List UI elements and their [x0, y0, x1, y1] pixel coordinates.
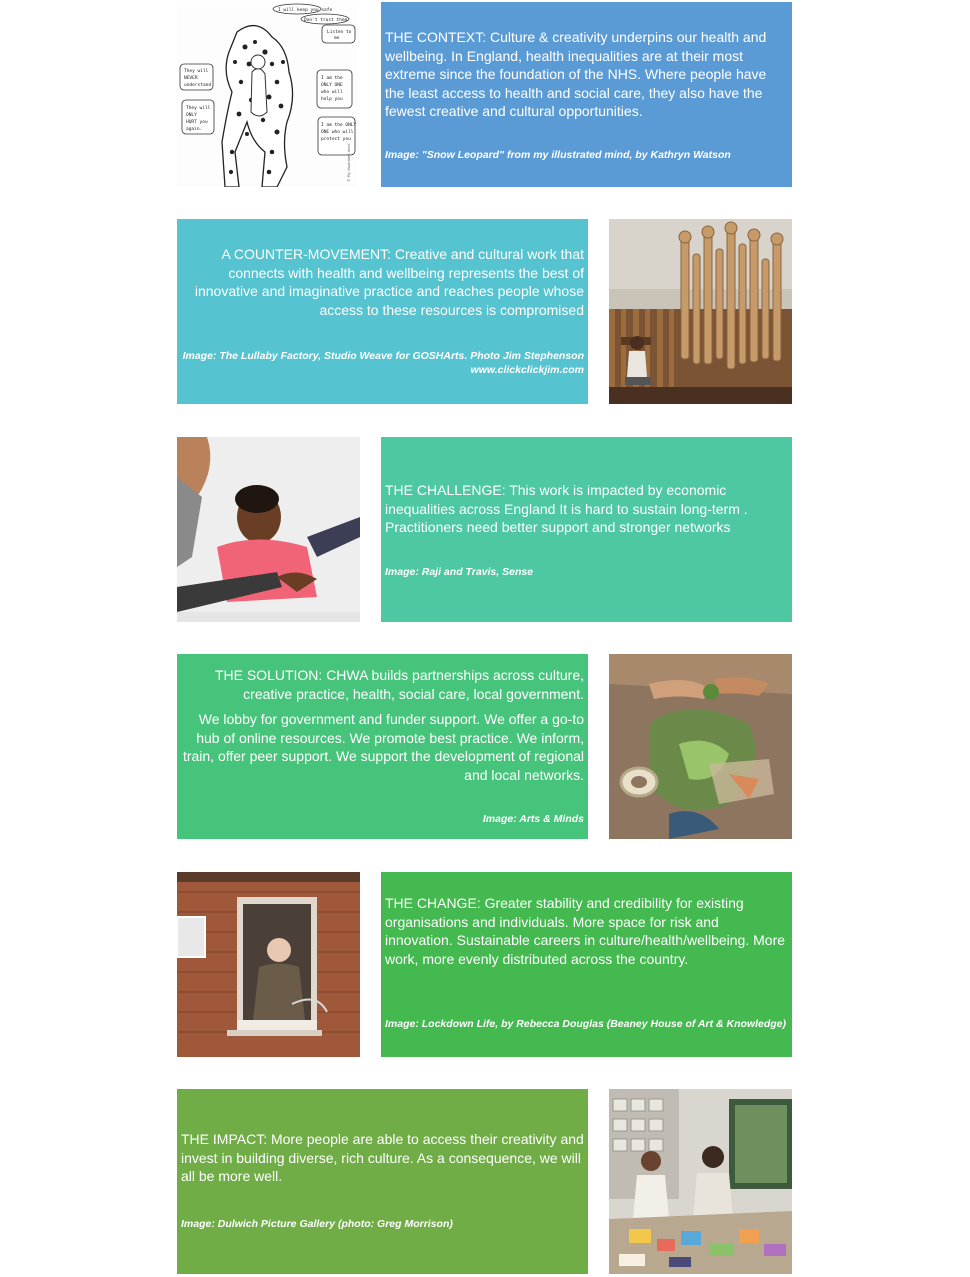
caption-line: Image: The Lullaby Factory, Studio Weave for GOSHArts. Photo Jim Stephenson — [182, 350, 584, 362]
change-paragraph: THE CHANGE: Greater stability and credibility for existing organisations and individuals. More space for risk and innovation. Sustainable careers in culture/health/wellbeing. More work, more evenly distributed across the country. — [385, 895, 786, 967]
challenge-caption: Image: Raji and Travis, Sense — [385, 566, 534, 578]
svg-text:HURT you: HURT you — [186, 120, 208, 125]
counter-movement-panel — [177, 219, 588, 404]
arts-and-minds-photo — [609, 654, 792, 839]
context-panel — [381, 2, 792, 187]
impact-panel — [177, 1089, 588, 1274]
solution-caption: Image: Arts & Minds — [482, 813, 584, 825]
context-text — [385, 28, 788, 121]
impact-paragraph: THE IMPACT: More people are able to access their creativity and invest in building diverse, rich culture. As a consequence, we will all be more well. — [181, 1131, 584, 1184]
caption-link[interactable]: www.clickclickjim.com — [470, 364, 584, 376]
svg-text:I am the ONLY: I am the ONLY — [321, 123, 357, 128]
solution-paragraph-1: THE SOLUTION: CHWA builds partnerships across culture, creative practice, health, social care, local government. — [214, 667, 584, 702]
svg-text:© My illustrated mind: © My illustrated mind — [347, 143, 351, 182]
svg-text:Don't trust them: Don't trust them — [304, 18, 348, 23]
solution-text — [181, 666, 584, 784]
svg-text:me: me — [334, 36, 340, 41]
context-caption: Image: "Snow Leopard" from my illustrated mind, by Kathryn Watson — [385, 149, 731, 161]
counter-movement-caption — [183, 349, 584, 377]
svg-text:They will: They will — [186, 106, 211, 111]
challenge-text — [385, 481, 788, 537]
svg-text:understand: understand — [184, 83, 212, 88]
bubble-text: I will keep you safe — [278, 8, 333, 13]
change-panel — [381, 872, 792, 1057]
impact-caption: Image: Dulwich Picture Gallery (photo: Greg Morrison) — [181, 1218, 453, 1230]
lullaby-factory-photo — [609, 219, 792, 404]
solution-panel — [177, 654, 588, 839]
impact-text — [181, 1130, 584, 1186]
dulwich-picture-gallery-photo — [609, 1089, 792, 1274]
counter-movement-paragraph: A COUNTER-MOVEMENT: Creative and cultural work that connects with health and wellbeing represents the best of innovative and imaginative practice and reaches people whose access to these resources is compromised — [194, 246, 584, 318]
svg-text:Listen to: Listen to — [327, 30, 352, 35]
change-caption: Image: Lockdown Life, by Rebecca Douglas (Beaney House of Art & Knowledge) — [385, 1018, 787, 1030]
challenge-paragraph: THE CHALLENGE: This work is impacted by economic inequalities across England It is hard to sustain long-term . Practitioners need better support and stronger networks — [385, 482, 748, 535]
svg-text:I am the: I am the — [321, 76, 343, 81]
solution-paragraph-2: We lobby for government and funder support. We offer a go-to hub of online resources. We promote best practice. We inform, train, offer peer support. We support the development of regional and local networks. — [182, 711, 584, 783]
svg-text:ONLY ONE: ONLY ONE — [321, 83, 343, 88]
svg-text:help you: help you — [321, 97, 343, 102]
svg-text:ONE who will: ONE who will — [321, 130, 354, 135]
svg-text:protect you: protect you — [321, 137, 351, 142]
lockdown-life-photo — [177, 872, 360, 1057]
svg-text:ONLY: ONLY — [186, 113, 197, 118]
svg-text:NEVER: NEVER — [184, 76, 198, 81]
context-paragraph: THE CONTEXT: Culture & creativity underpins our health and wellbeing. In England, health inequalities are at their most extreme since the foundation of the NHS. Where people have the least access to health and social care, they also have the fewest creative and cultural opportunities. — [385, 29, 767, 119]
svg-text:who will: who will — [321, 90, 343, 95]
counter-movement-text — [181, 245, 584, 319]
svg-text:again.: again. — [186, 127, 203, 132]
svg-text:They will: They will — [184, 69, 209, 74]
raji-and-travis-photo — [177, 437, 360, 622]
change-text — [385, 894, 788, 968]
challenge-panel — [381, 437, 792, 622]
snow-leopard-illustration — [177, 2, 358, 187]
